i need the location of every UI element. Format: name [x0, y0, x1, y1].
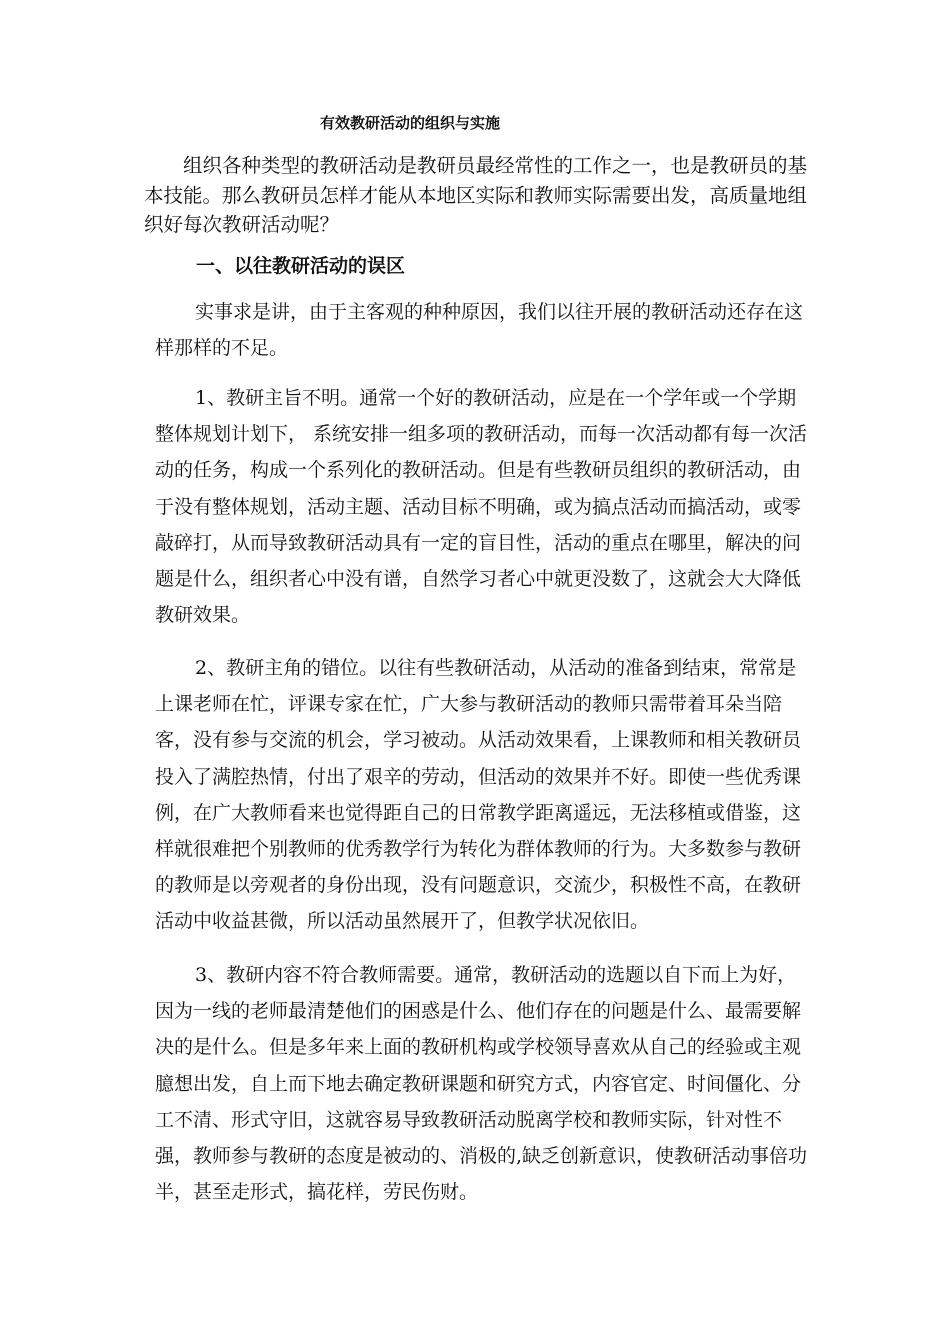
section-preface-paragraph: 实事求是讲，由于主客观的种种原因，我们以往开展的教研活动还存在这样那样的不足。: [155, 301, 804, 360]
document-title: 有效教研活动的组织与实施: [320, 114, 501, 132]
intro-paragraph: 组织各种类型的教研活动是教研员最经常性的工作之一，也是教研员的基本技能。那么教研员怎样才能从本地区实际和教师实际需要出发，高质量地组织好每次教研活动呢？: [144, 154, 808, 236]
point-2-paragraph: 2、教研主角的错位。以往有些教研活动，从活动的准备到结束，常常是上课老师在忙，评课专家在忙，广大参与教研活动的教师只需带着耳朵当陪客，没有参与交流的机会，学习被动。从活动效果看，上课教师和相关教研员投入了满腔热情，付出了艰辛的劳动，但活动的效果并不好。即使一些优秀课例，在广大教师看来也觉得距自己的日常教学距离遥远，无法移植或借鉴，这样就很难把个别教师的优秀教学行为转化为群体教师的行为。大多数参与教研的教师是以旁观者的身份出现，没有问题意识，交流少，积极性不高，在教研活动中收益甚微，所以活动虽然展开了，但教学状况依旧。: [155, 657, 802, 933]
point-1-paragraph: 1、教研主旨不明。通常一个好的教研活动，应是在一个学年或一个学期整体规划计划下， 系统安排一组多项的教研活动，而每一次活动都有每一次活动的任务，构成一个系列化的教研活动。但是有些教研员组织的教研活动，由于没有整体规划，活动主题、活动目标不明确，或为搞点活动而搞活动，或零敲碎打，从而导致教研活动具有一定的盲目性，活动的重点在哪里，解决的问题是什么，组织者心中没有谱，自然学习者心中就更没数了，这就会大大降低教研效果。: [155, 387, 808, 627]
point-3-paragraph: 3、教研内容不符合教师需要。通常，教研活动的选题以自下而上为好，因为一线的老师最清楚他们的困惑是什么、他们存在的问题是什么、最需要解决的是什么。但是多年来上面的教研机构或学校领导喜欢从自己的经验或主观臆想出发，自上而下地去确定教研课题和研究方式，内容官定、时间僵化、分工不清、形式守旧，这就容易导致教研活动脱离学校和教师实际，针对性不强，教师参与教研的态度是被动的、消极的,缺乏创新意识，使教研活动事倍功半，甚至走形式，搞花样，劳民伤财。: [155, 964, 808, 1204]
section-heading: 一、以往教研活动的误区: [196, 255, 406, 277]
